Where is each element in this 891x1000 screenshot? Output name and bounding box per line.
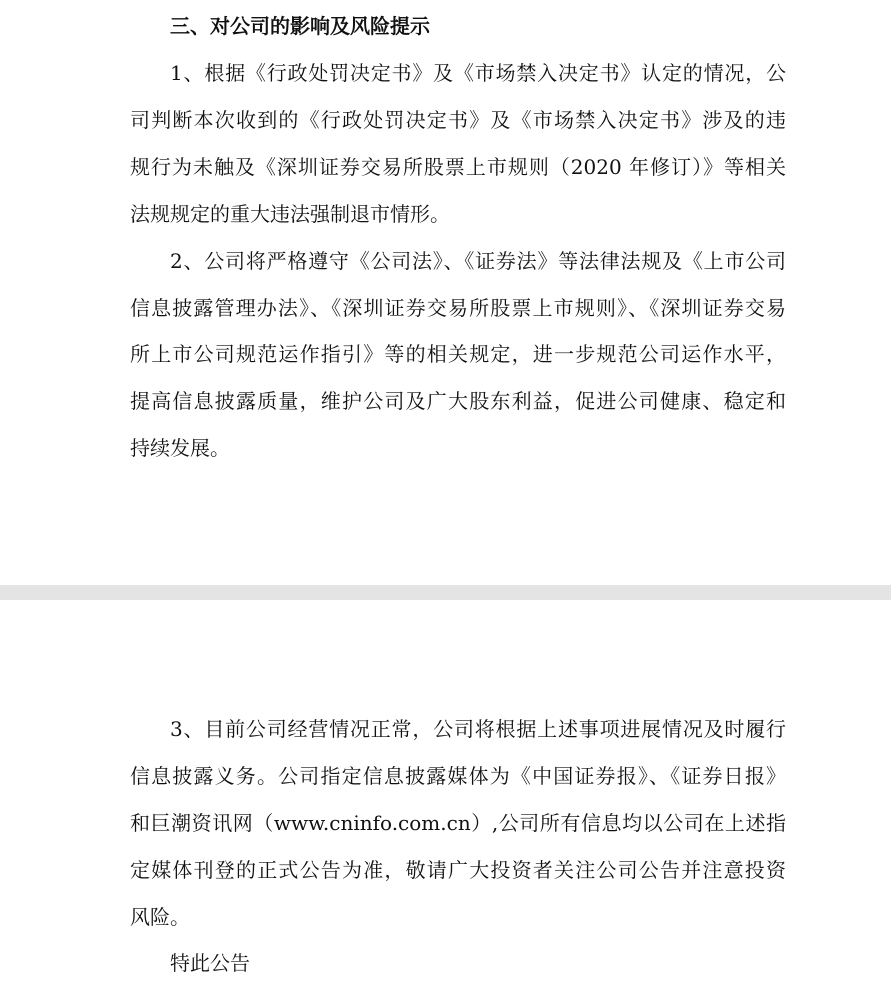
section-heading: 三、对公司的影响及风险提示 xyxy=(170,14,430,38)
paragraph-line: 规行为未触及《深圳证券交易所股票上市规则（2020 年修订）》等相关 xyxy=(130,155,786,179)
page-break-divider xyxy=(0,585,891,600)
paragraph-line: 信息披露管理办法》、《深圳证券交易所股票上市规则》、《深圳证券交易 xyxy=(130,296,786,320)
paragraph-line: 2、公司将严格遵守《公司法》、《证券法》等法律法规及《上市公司 xyxy=(170,249,786,273)
paragraph-line: 持续发展。 xyxy=(130,436,230,460)
paragraph-line: 提高信息披露质量，维护公司及广大股东利益，促进公司健康、稳定和 xyxy=(130,389,786,413)
paragraph-line: 和巨潮资讯网（www.cninfo.com.cn）,公司所有信息均以公司在上述指 xyxy=(130,811,786,835)
paragraph-line: 定媒体刊登的正式公告为准，敬请广大投资者关注公司公告并注意投资 xyxy=(130,858,786,882)
paragraph-line: 3、目前公司经营情况正常，公司将根据上述事项进展情况及时履行 xyxy=(170,717,786,741)
document-page-2 xyxy=(0,600,891,1000)
paragraph-line: 司判断本次收到的《行政处罚决定书》及《市场禁入决定书》涉及的违 xyxy=(130,108,786,132)
paragraph-line: 所上市公司规范运作指引》等的相关规定，进一步规范公司运作水平， xyxy=(130,342,786,366)
closing-text: 特此公告 xyxy=(170,951,250,975)
paragraph-line: 法规规定的重大违法强制退市情形。 xyxy=(130,202,450,226)
paragraph-line: 1、根据《行政处罚决定书》及《市场禁入决定书》认定的情况，公 xyxy=(170,61,786,85)
paragraph-line: 风险。 xyxy=(130,905,190,929)
paragraph-line: 信息披露义务。公司指定信息披露媒体为《中国证券报》、《证券日报》 xyxy=(130,764,786,788)
